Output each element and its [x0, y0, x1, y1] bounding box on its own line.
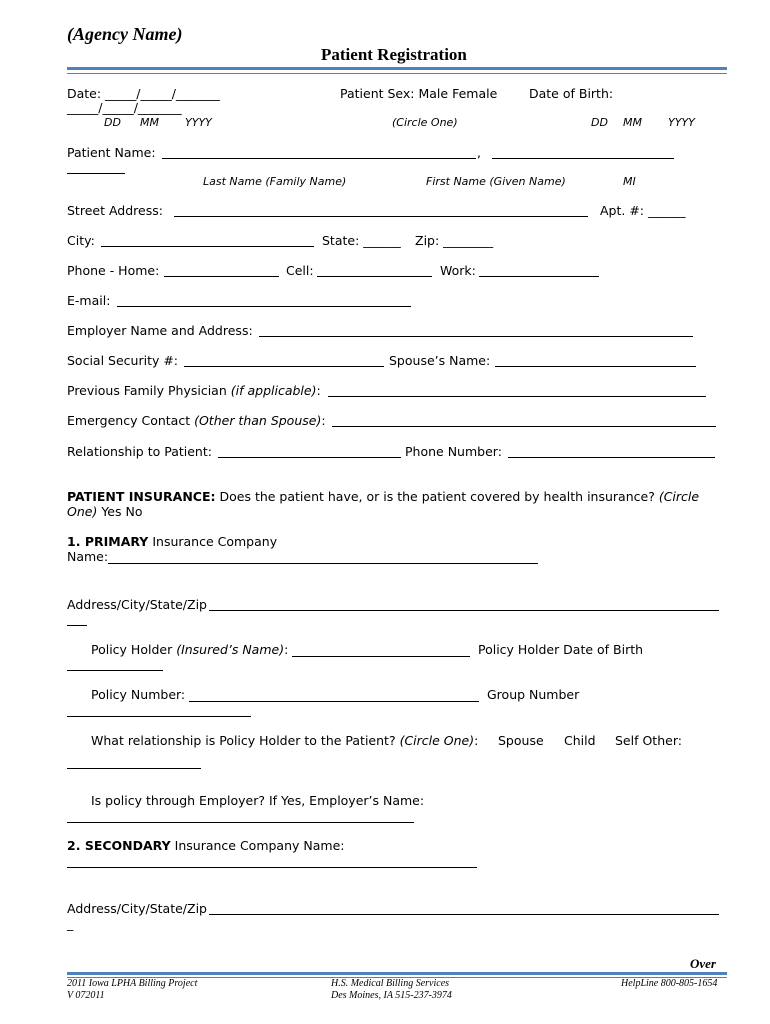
group-number-label: Group Number [487, 687, 580, 702]
email-label: E-mail: [67, 293, 111, 308]
dob-mm-hint: MM [623, 116, 642, 129]
employer-line[interactable] [259, 336, 693, 337]
option-child[interactable]: Child [564, 733, 596, 748]
ssn-line[interactable] [184, 366, 384, 367]
patient-name-label: Patient Name: [67, 145, 156, 160]
primary-heading: 1. PRIMARY Insurance Company [67, 534, 278, 549]
yyyy-hint: YYYY [185, 116, 212, 129]
last-name-line[interactable] [162, 158, 476, 159]
spouse-name-label: Spouse’s Name: [389, 353, 491, 368]
primary-address-line[interactable] [209, 610, 719, 611]
cell-line[interactable] [317, 276, 432, 277]
email-line[interactable] [117, 306, 411, 307]
insurance-question-cont[interactable]: One) Yes No [67, 504, 143, 519]
last-name-hint: Last Name (Family Name) [203, 175, 347, 188]
secondary-name-line[interactable] [67, 867, 477, 868]
employer-policy-line[interactable] [67, 822, 414, 823]
header-rule-thick [67, 67, 727, 70]
state-field[interactable]: State: ______ [322, 233, 401, 248]
primary-address-line-cont[interactable] [67, 625, 87, 626]
phone-number-line[interactable] [508, 457, 715, 458]
mi-line[interactable] [67, 173, 125, 174]
primary-name-line[interactable] [108, 563, 538, 564]
apt-field[interactable]: Apt. #: ______ [600, 203, 686, 218]
over-label: Over [690, 956, 716, 971]
insurance-question: PATIENT INSURANCE: Does the patient have, or is the patient covered by health insurance? (Circle [67, 489, 700, 504]
secondary-address-line[interactable] [209, 914, 719, 915]
phone-home-line[interactable] [164, 276, 279, 277]
ssn-label: Social Security #: [67, 353, 179, 368]
footer-left-line2: V 072011 [67, 990, 105, 1001]
footer-mid-line2: Des Moines, IA 515-237-3974 [331, 990, 452, 1001]
policy-number-line[interactable] [189, 701, 479, 702]
city-label: City: [67, 233, 95, 248]
policy-holder-line[interactable] [292, 656, 470, 657]
footer-rule-thick [67, 972, 727, 975]
emergency-label: Emergency Contact (Other than Spouse): [67, 413, 326, 428]
agency-name: (Agency Name) [67, 24, 183, 44]
secondary-heading: 2. SECONDARY Insurance Company Name: [67, 838, 345, 853]
policy-holder-dob-line[interactable] [67, 670, 163, 671]
dob-label: Date of Birth: [529, 86, 614, 101]
relationship-question: What relationship is Policy Holder to the Patient? (Circle One): [91, 733, 479, 748]
dob-yyyy-hint: YYYY [668, 116, 695, 129]
secondary-address-label: Address/City/State/Zip [67, 901, 207, 916]
patient-sex-options[interactable]: Patient Sex: Male Female [340, 86, 498, 101]
primary-name-label: Name: [67, 549, 109, 564]
cell-label: Cell: [286, 263, 314, 278]
phone-number-label: Phone Number: [405, 444, 502, 459]
policy-holder-label: Policy Holder (Insured’s Name): [91, 642, 289, 657]
mi-hint: MI [623, 175, 636, 188]
other-relationship-line[interactable] [67, 768, 201, 769]
header-rule-thin [67, 73, 727, 74]
physician-line[interactable] [328, 396, 706, 397]
policy-holder-dob-label: Policy Holder Date of Birth [478, 642, 644, 657]
page-title: Patient Registration [321, 45, 467, 64]
work-label: Work: [440, 263, 476, 278]
street-address-line[interactable] [174, 216, 588, 217]
footer-helpline: HelpLine 800-805-1654 [621, 978, 718, 989]
relationship-label: Relationship to Patient: [67, 444, 212, 459]
employer-policy-question: Is policy through Employer? If Yes, Employer’s Name: [91, 793, 425, 808]
relationship-line[interactable] [218, 457, 401, 458]
street-address-label: Street Address: [67, 203, 163, 218]
group-number-line[interactable] [67, 716, 251, 717]
date-field-continued[interactable]: _____/_____/_______ [67, 100, 182, 115]
first-name-line[interactable] [492, 158, 674, 159]
first-name-hint: First Name (Given Name) [426, 175, 566, 188]
secondary-address-cont: _ [67, 916, 74, 931]
option-self-other[interactable]: Self Other: [615, 733, 682, 748]
footer-mid-line1: H.S. Medical Billing Services [331, 978, 450, 989]
primary-address-label: Address/City/State/Zip [67, 597, 207, 612]
name-comma: , [477, 145, 481, 160]
policy-number-label: Policy Number: [91, 687, 186, 702]
zip-field[interactable]: Zip: ________ [415, 233, 494, 248]
phone-home-label: Phone - Home: [67, 263, 160, 278]
dob-dd-hint: DD [591, 116, 608, 129]
date-field[interactable]: Date: _____/_____/_______ [67, 86, 220, 101]
work-line[interactable] [479, 276, 599, 277]
dd-hint: DD [104, 116, 121, 129]
footer-left-line1: 2011 Iowa LPHA Billing Project [67, 978, 198, 989]
city-line[interactable] [101, 246, 314, 247]
option-spouse[interactable]: Spouse [498, 733, 544, 748]
spouse-name-line[interactable] [495, 366, 696, 367]
employer-label: Employer Name and Address: [67, 323, 253, 338]
emergency-line[interactable] [332, 426, 716, 427]
physician-label: Previous Family Physician (if applicable): [67, 383, 321, 398]
circle-one-hint: (Circle One) [392, 116, 458, 129]
mm-hint: MM [140, 116, 159, 129]
